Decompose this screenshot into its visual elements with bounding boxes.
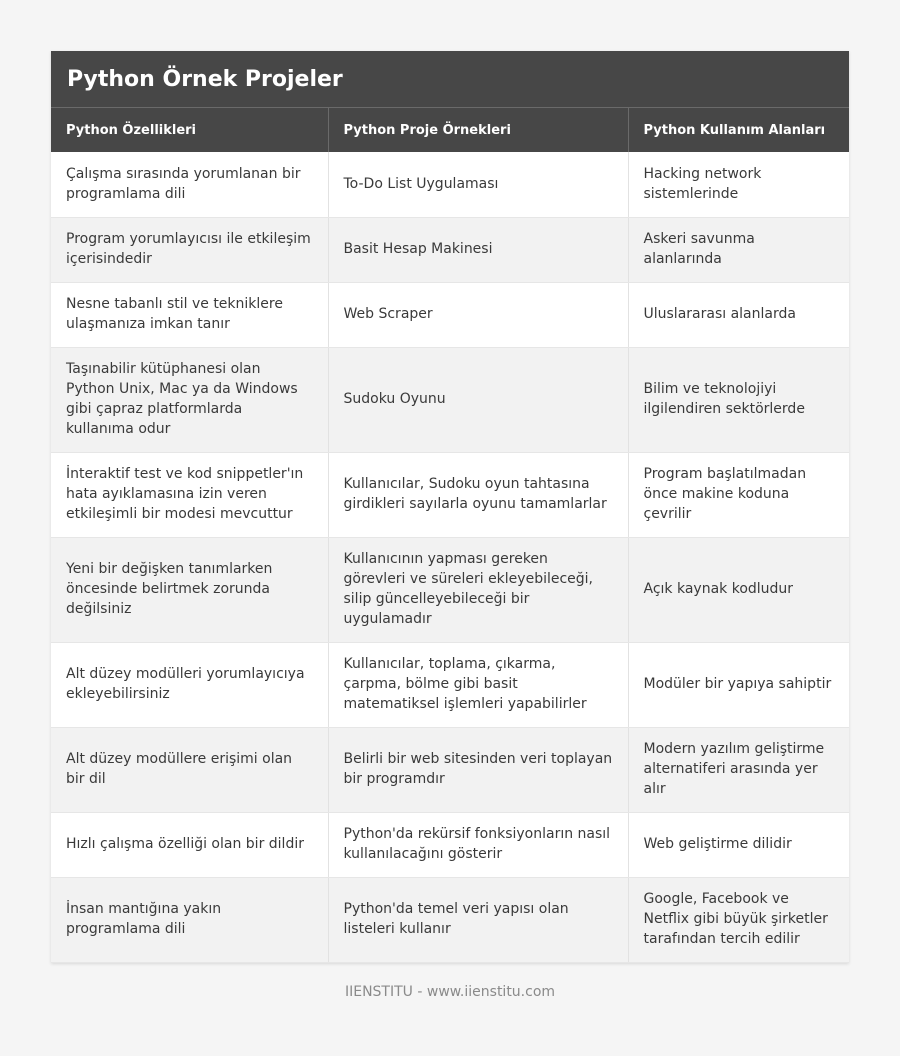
cell-usage: Uluslararası alanlarda: [628, 282, 849, 347]
cell-feature: Çalışma sırasında yorumlanan bir programlama dili: [51, 152, 328, 217]
cell-feature: Alt düzey modülleri yorumlayıcıya ekleyebilirsiniz: [51, 642, 328, 727]
header-project-examples: Python Proje Örnekleri: [328, 108, 628, 152]
cell-feature: Yeni bir değişken tanımlarken öncesinde belirtmek zorunda değilsiniz: [51, 537, 328, 642]
footer-credit: IIENSTITU - www.iienstitu.com: [344, 984, 556, 1000]
projects-table: [51, 108, 849, 963]
cell-usage: Askeri savunma alanlarında: [628, 217, 849, 282]
table-row: [51, 877, 849, 962]
cell-project: Python'da rekürsif fonksiyonların nasıl kullanılacağını gösterir: [328, 812, 628, 877]
cell-project: Kullanıcılar, toplama, çıkarma, çarpma, bölme gibi basit matematiksel işlemleri yapabilirler: [328, 642, 628, 727]
cell-project: Basit Hesap Makinesi: [328, 217, 628, 282]
cell-feature: Taşınabilir kütüphanesi olan Python Unix, Mac ya da Windows gibi çapraz platformlarda kullanıma odur: [51, 347, 328, 452]
table-row: [51, 282, 849, 347]
cell-feature: İnsan mantığına yakın programlama dili: [51, 877, 328, 962]
cell-project: Sudoku Oyunu: [328, 347, 628, 452]
cell-project: Kullanıcının yapması gereken görevleri ve süreleri ekleyebileceği, silip güncelleyebileceği bir uygulamadır: [328, 537, 628, 642]
cell-project: Python'da temel veri yapısı olan listeleri kullanır: [328, 877, 628, 962]
table-row: [51, 812, 849, 877]
cell-project: Kullanıcılar, Sudoku oyun tahtasına girdikleri sayılarla oyunu tamamlarlar: [328, 452, 628, 537]
table-row: [51, 727, 849, 812]
table-row: [51, 152, 849, 217]
table-title: Python Örnek Projeler: [51, 51, 849, 108]
cell-feature: Alt düzey modüllere erişimi olan bir dil: [51, 727, 328, 812]
projects-table-card: [51, 51, 849, 963]
cell-project: Web Scraper: [328, 282, 628, 347]
cell-usage: Google, Facebook ve Netflix gibi büyük şirketler tarafından tercih edilir: [628, 877, 849, 962]
table-row: [51, 217, 849, 282]
table-row: [51, 452, 849, 537]
cell-usage: Modern yazılım geliştirme alternatiferi arasında yer alır: [628, 727, 849, 812]
cell-feature: Hızlı çalışma özelliği olan bir dildir: [51, 812, 328, 877]
cell-usage: Web geliştirme dilidir: [628, 812, 849, 877]
table-header-row: [51, 108, 849, 152]
cell-feature: Program yorumlayıcısı ile etkileşim içerisindedir: [51, 217, 328, 282]
table-row: [51, 347, 849, 452]
cell-feature: İnteraktif test ve kod snippetler'ın hata ayıklamasına izin veren etkileşimli bir modesi mevcuttur: [51, 452, 328, 537]
cell-usage: Modüler bir yapıya sahiptir: [628, 642, 849, 727]
header-features: Python Özellikleri: [51, 108, 328, 152]
cell-usage: Program başlatılmadan önce makine koduna çevrilir: [628, 452, 849, 537]
cell-usage: Açık kaynak kodludur: [628, 537, 849, 642]
cell-feature: Nesne tabanlı stil ve tekniklere ulaşmanıza imkan tanır: [51, 282, 328, 347]
header-usage-areas: Python Kullanım Alanları: [628, 108, 849, 152]
cell-usage: Hacking network sistemlerinde: [628, 152, 849, 217]
table-row: [51, 642, 849, 727]
cell-project: To-Do List Uygulaması: [328, 152, 628, 217]
cell-usage: Bilim ve teknolojiyi ilgilendiren sektörlerde: [628, 347, 849, 452]
table-row: [51, 537, 849, 642]
cell-project: Belirli bir web sitesinden veri toplayan bir programdır: [328, 727, 628, 812]
